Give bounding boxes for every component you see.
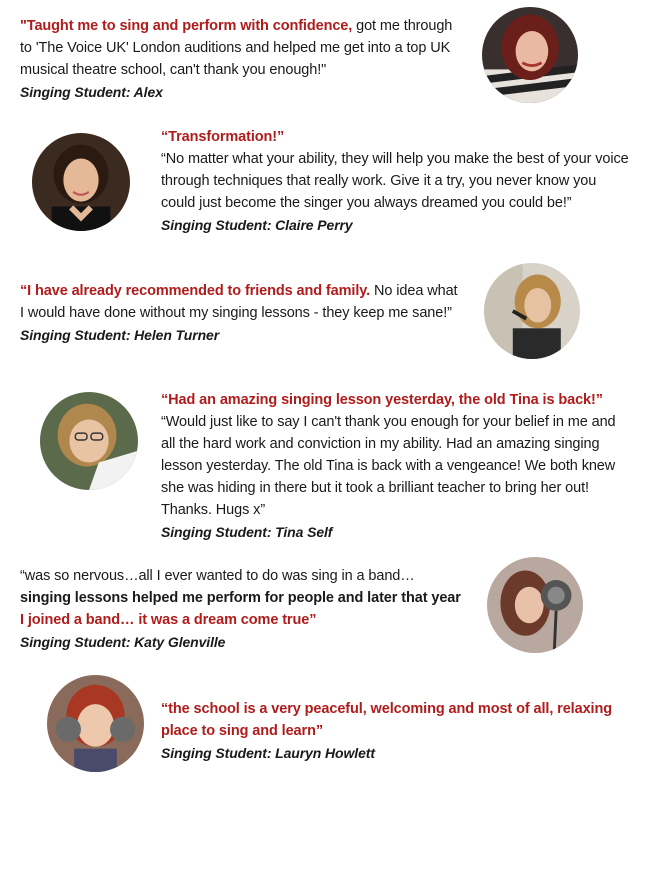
testimonial-author: Singing Student: Helen Turner — [20, 327, 220, 343]
testimonial-highlight: I joined a band… it was a dream come true” — [20, 612, 317, 628]
avatar-lauryn-howlett — [47, 675, 144, 772]
avatar-helen-turner — [484, 263, 580, 359]
testimonial-text: got me through to 'The Voice UK' London auditions and helped me get into a top UK musical theatre school, can't thank you enough!" — [20, 18, 453, 78]
testimonial-claire-perry — [161, 126, 631, 237]
testimonial-author: Singing Student: Alex — [20, 84, 163, 100]
testimonial-intro: “was so nervous…all I ever wanted to do was sing in a band… — [20, 568, 415, 584]
testimonial-highlight: “Transformation!” — [161, 129, 285, 145]
testimonial-highlight: “the school is a very peaceful, welcoming and most of all, relaxing place to sing and learn” — [161, 701, 612, 739]
testimonial-author: Singing Student: Katy Glenville — [20, 634, 226, 650]
testimonial-tina-self — [161, 389, 631, 544]
testimonial-helen-turner — [20, 280, 460, 347]
testimonial-highlight: "Taught me to sing and perform with confidence, — [20, 18, 353, 34]
testimonial-text: No idea what I would have done without my singing lessons - they keep me sane!” — [20, 283, 458, 321]
testimonial-alex — [20, 15, 460, 104]
avatar-tina-self — [40, 392, 138, 490]
avatar-katy-glenville — [487, 557, 583, 653]
testimonial-author: Singing Student: Lauryn Howlett — [161, 745, 375, 761]
testimonial-highlight: “Had an amazing singing lesson yesterday, the old Tina is back!” — [161, 392, 603, 408]
testimonial-katy-glenville — [20, 565, 490, 654]
avatar-claire-perry — [32, 133, 130, 231]
testimonial-highlight: “I have already recommended to friends and family. — [20, 283, 371, 299]
avatar-alex — [482, 7, 578, 103]
testimonial-text: “Would just like to say I can't thank you enough for your belief in me and all the hard work and conviction in my ability. Had an amazing singing lesson yesterday. The old Tina is back with a vengeance! We both knew she was hiding in there but it took a brilliant teacher to bring her out! Thanks. Hugs x” — [161, 414, 616, 518]
testimonial-author: Singing Student: Claire Perry — [161, 217, 353, 233]
testimonial-text: “No matter what your ability, they will help you make the best of your voice through techniques that really work. Give it a try, you never know you could just become the singer you always dreamed you could be!” — [161, 151, 629, 211]
testimonial-lauryn-howlett — [161, 698, 631, 765]
testimonial-bold-text: singing lessons helped me perform for people and later that year — [20, 590, 461, 606]
testimonial-author: Singing Student: Tina Self — [161, 524, 333, 540]
